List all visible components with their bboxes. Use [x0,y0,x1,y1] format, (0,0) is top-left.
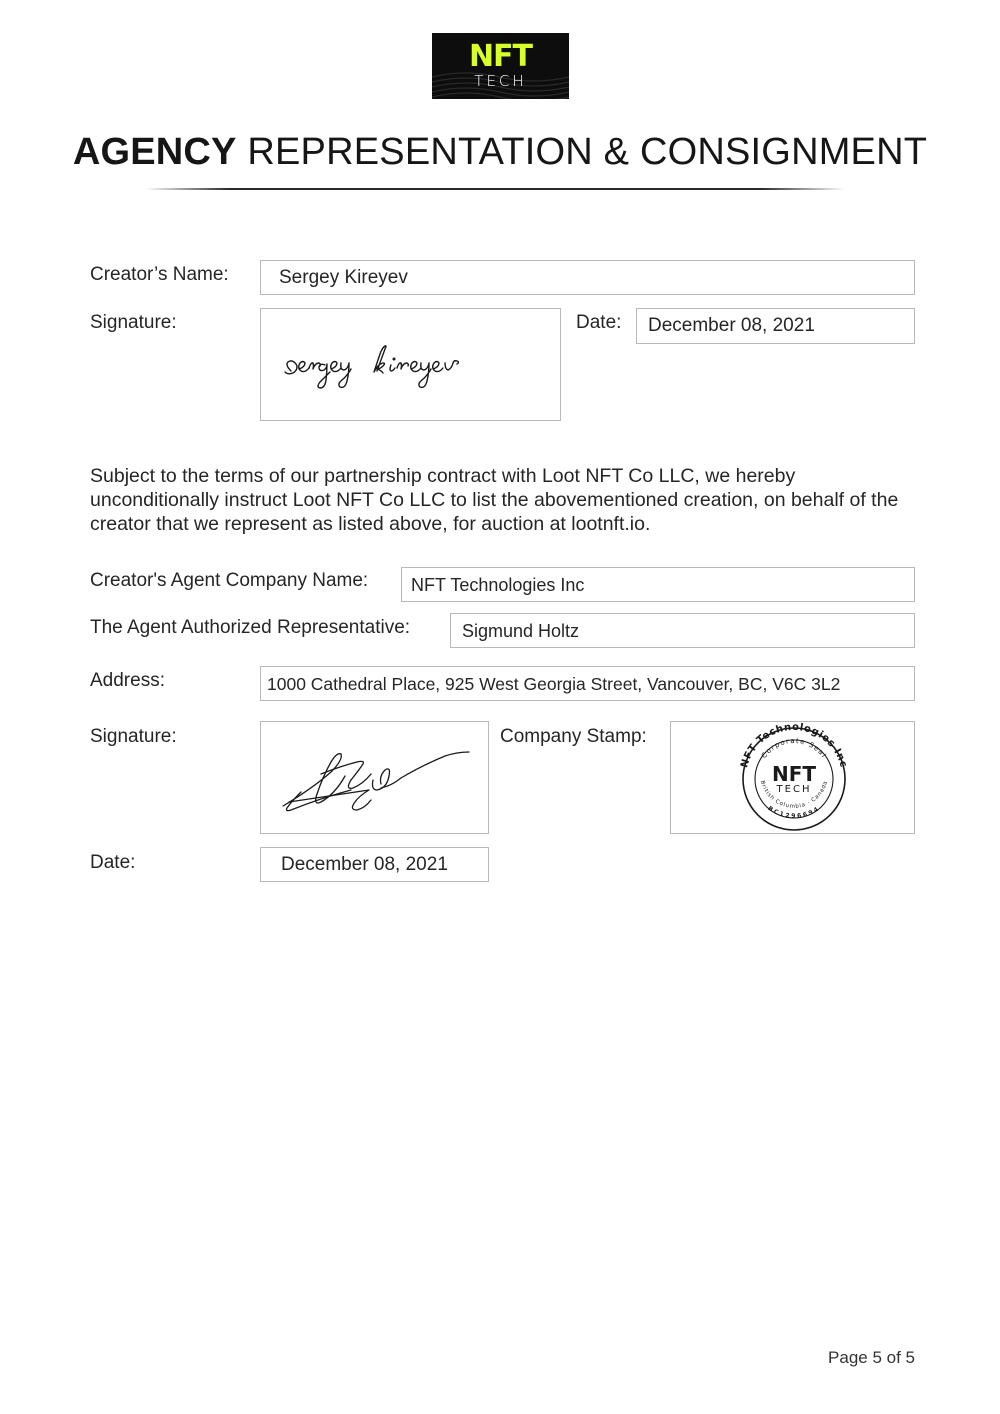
agent-date-label: Date: [90,852,136,873]
company-stamp-label: Company Stamp: [500,726,647,747]
title-divider [145,188,845,190]
svg-text:BC1296694: BC1296694 [766,805,822,820]
agent-date-value: December 08, 2021 [281,853,448,875]
agent-signature-label: Signature: [90,726,177,747]
creator-name-label: Creator’s Name: [90,264,229,285]
creator-date-value: December 08, 2021 [648,315,815,336]
creator-date-label: Date: [576,312,622,333]
svg-text:TECH: TECH [776,784,812,795]
agent-rep-value: Sigmund Holtz [462,620,580,641]
creator-date-field[interactable] [636,308,915,344]
creator-name-field[interactable] [260,260,915,295]
creator-signature-box[interactable] [260,308,561,421]
agent-date-field[interactable] [260,847,489,882]
document-title [0,128,1000,176]
logo-nft-text: NFT [468,39,533,74]
address-value: 1000 Cathedral Place, 925 West Georgia Street, Vancouver, BC, V6C 3L2 [267,673,841,694]
svg-text:NFT: NFT [771,762,817,786]
creator-signature-label: Signature: [90,312,177,333]
company-stamp-box [670,721,915,834]
agent-company-field[interactable] [401,567,915,602]
nft-tech-logo [432,33,569,99]
agent-rep-field[interactable] [450,613,915,648]
instruction-paragraph: Subject to the terms of our partnership contract with Loot NFT Co LLC, we hereby unconditionally instruct Loot NFT Co LLC to list the abovementioned creation, on behalf of the creator that we represent as listed above, for auction at lootnft.io. [90,465,899,535]
agent-rep-label: The Agent Authorized Representative: [90,617,411,638]
creator-signature-image [261,309,560,420]
logo-tech-text: TECH [474,72,527,90]
address-field[interactable] [260,666,915,701]
title-rest: REPRESENTATION & CONSIGNMENT [247,131,928,173]
agent-company-value: NFT Technologies Inc [411,574,585,595]
title-bold: AGENCY [72,131,237,173]
svg-text:Corporate Seal: Corporate Seal [759,736,829,760]
agent-company-label: Creator's Agent Company Name: [90,570,369,591]
address-label: Address: [90,670,165,691]
svg-text:NFT Technologies Inc: NFT Technologies Inc [739,722,849,770]
corporate-seal-image [671,722,914,833]
svg-text:British Columbia · Canada: British Columbia · Canada [758,779,830,810]
agent-signature-image [261,722,488,833]
agent-signature-box[interactable] [260,721,489,834]
creator-name-value: Sergey Kireyev [279,266,408,288]
page-number: Page 5 of 5 [828,1348,915,1367]
